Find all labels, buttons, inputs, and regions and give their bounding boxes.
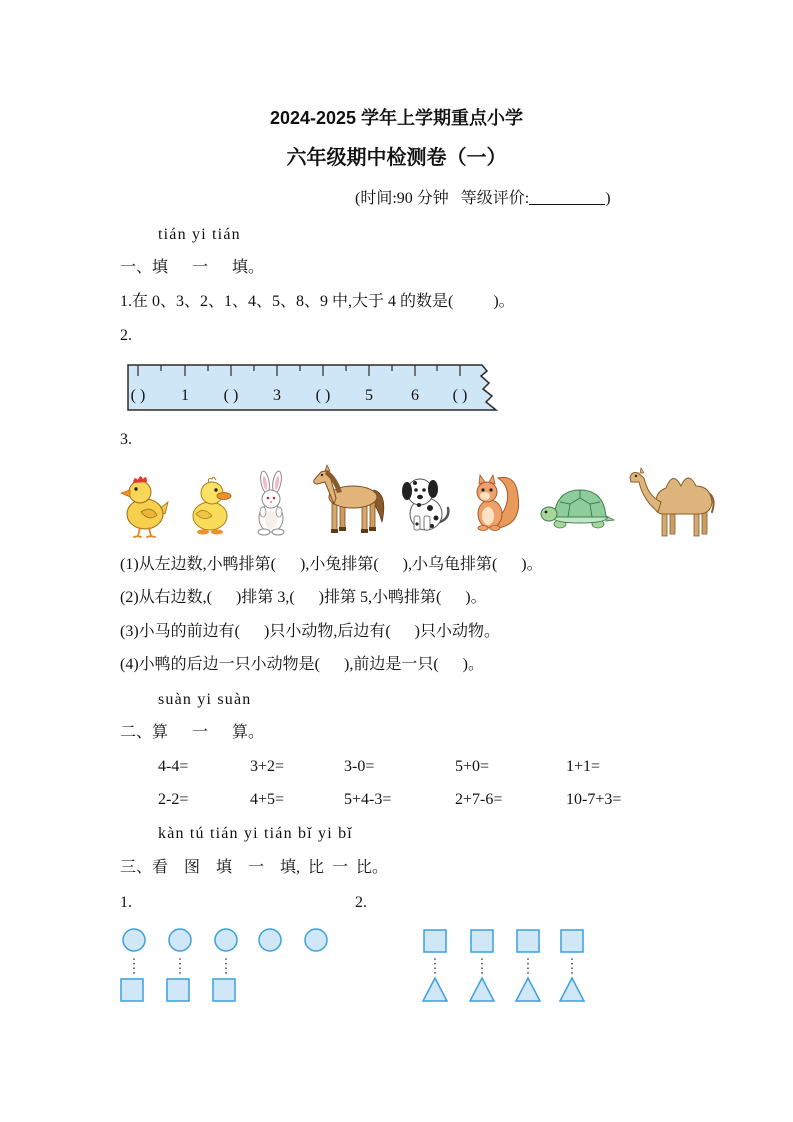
circle-shape <box>259 929 281 951</box>
equation-cell: 3+2= <box>250 758 285 775</box>
figure-1-label: 1. <box>120 894 132 911</box>
triangle-shape <box>516 978 540 1001</box>
camel-icon <box>630 468 714 536</box>
equation-cell: 3-0= <box>344 758 375 775</box>
rabbit-icon <box>258 470 284 535</box>
question-3-item-3: (3)小马的前边有( )只小动物,后边有( )只小动物。 <box>120 623 500 640</box>
question-2-label: 2. <box>120 327 132 344</box>
equation-cell: 10-7+3= <box>566 791 622 808</box>
square-shape <box>213 979 235 1001</box>
duckling-icon <box>193 477 231 534</box>
square-shape <box>424 930 446 952</box>
squirrel-icon <box>477 475 519 531</box>
ruler-label-3: 3 <box>273 387 281 404</box>
compare-figure-1 <box>112 925 337 1007</box>
circle-shape <box>123 929 145 951</box>
equation-cell: 5+0= <box>455 758 490 775</box>
exam-info-text: (时间:90 分钟 等级评价: <box>355 190 530 207</box>
part1-pinyin: tián yi tián <box>158 226 241 243</box>
question-3-item-4: (4)小鸭的后边一只小动物是( ),前边是一只( )。 <box>120 656 484 673</box>
triangle-shape <box>423 978 447 1001</box>
equation-cell: 5+4-3= <box>344 791 392 808</box>
part2-pinyin: suàn yi suàn <box>158 691 252 708</box>
question-3-label: 3. <box>120 431 132 448</box>
equation-cell: 2+7-6= <box>455 791 503 808</box>
part3-heading: 三、看 图 填 一 填, 比 一 比。 <box>120 859 389 876</box>
ruler-label-1: 1 <box>181 387 189 404</box>
part2-heading: 二、算 一 算。 <box>120 724 265 741</box>
compare-figure-2 <box>415 922 595 1007</box>
horse-icon <box>314 465 384 533</box>
circle-shape <box>215 929 237 951</box>
part1-heading: 一、填 一 填。 <box>120 259 265 276</box>
circle-shape <box>305 929 327 951</box>
exam-info-close: ) <box>605 190 611 207</box>
triangle-shape <box>470 978 494 1001</box>
part3-pinyin: kàn tú tián yi tián bǐ yi bǐ <box>158 825 353 842</box>
equation-cell: 1+1= <box>566 758 601 775</box>
equation-cell: 2-2= <box>158 791 189 808</box>
ruler-label-5: 5 <box>365 387 373 404</box>
equation-cell: 4-4= <box>158 758 189 775</box>
figure-2-label: 2. <box>355 894 367 911</box>
ruler-label-blank-2: ( ) <box>223 387 239 404</box>
question-3-item-1: (1)从左边数,小鸭排第( ),小兔排第( ),小乌龟排第( )。 <box>120 556 543 573</box>
square-shape <box>121 979 143 1001</box>
grade-blank-line <box>529 190 605 205</box>
question-1: 1.在 0、3、2、1、4、5、8、9 中,大于 4 的数是( )。 <box>120 293 515 310</box>
exam-title: 六年级期中检测卷（一） <box>286 147 507 169</box>
animal-row <box>110 460 725 542</box>
equation-row-2 <box>0 790 793 810</box>
ruler-figure <box>126 362 500 414</box>
ruler-label-blank-3: ( ) <box>315 387 331 404</box>
school-title: 2024-2025 学年上学期重点小学 <box>269 108 524 128</box>
square-shape <box>471 930 493 952</box>
triangle-shape <box>560 978 584 1001</box>
dalmatian-icon <box>402 479 448 530</box>
ruler-label-blank-1: ( ) <box>130 387 146 404</box>
square-shape <box>167 979 189 1001</box>
square-shape <box>561 930 583 952</box>
exam-info <box>355 189 611 209</box>
square-shape <box>517 930 539 952</box>
question-3-item-2: (2)从右边数,( )排第 3,( )排第 5,小鸭排第( )。 <box>120 589 487 606</box>
ruler-label-blank-4: ( ) <box>452 387 468 404</box>
chick-icon <box>121 476 168 537</box>
circle-shape <box>169 929 191 951</box>
turtle-icon <box>541 490 614 528</box>
equation-cell: 4+5= <box>250 791 285 808</box>
equation-row-1 <box>0 757 793 777</box>
ruler-label-6: 6 <box>411 387 419 404</box>
